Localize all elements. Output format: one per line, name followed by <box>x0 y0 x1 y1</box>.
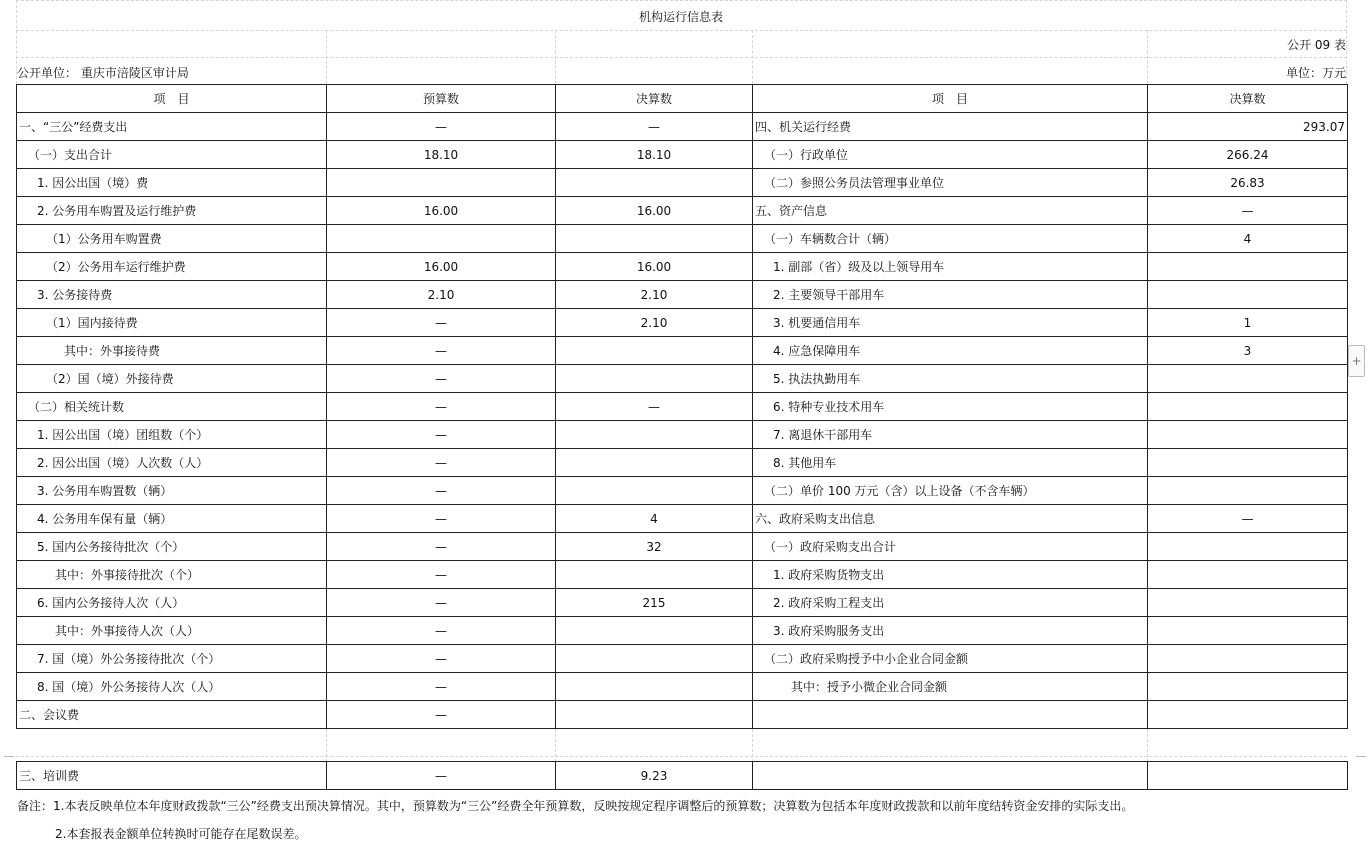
table-row <box>17 449 1348 477</box>
cell-final-2[interactable] <box>1148 449 1348 477</box>
cell-item-2[interactable]: 6. 特种专业技术用车 <box>753 393 1148 421</box>
table-row <box>17 197 1348 225</box>
cell-item[interactable]: 5. 国内公务接待批次（个） <box>17 533 327 561</box>
cell-budget[interactable] <box>327 225 556 253</box>
cell-final[interactable] <box>556 617 753 645</box>
cell-item-2[interactable]: （一）行政单位 <box>753 141 1148 169</box>
cell-budget[interactable]: — <box>327 393 556 421</box>
cell-final[interactable]: 4 <box>556 505 753 533</box>
cell-item[interactable]: （1）公务用车购置费 <box>17 225 327 253</box>
gridline <box>752 30 753 84</box>
table-row <box>17 337 1348 365</box>
cell-budget[interactable]: — <box>327 589 556 617</box>
cell-budget[interactable]: — <box>327 365 556 393</box>
reporting-unit: 公开单位： 重庆市涪陵区审计局 <box>17 66 189 80</box>
gridline <box>1147 724 1148 762</box>
cell-budget[interactable]: — <box>327 337 556 365</box>
cell-item[interactable]: 3. 公务接待费 <box>17 281 327 309</box>
cell-final-2[interactable]: 26.83 <box>1148 169 1348 197</box>
table-row <box>17 561 1348 589</box>
cell-final-2[interactable] <box>1148 477 1348 505</box>
cell-final[interactable] <box>556 673 753 701</box>
cell-final[interactable]: 2.10 <box>556 309 753 337</box>
cell-final-2[interactable]: 3 <box>1148 337 1348 365</box>
cell-budget[interactable]: — <box>327 113 556 141</box>
cell-item[interactable]: （2）国（境）外接待费 <box>17 365 327 393</box>
header-item: 项 目 <box>17 85 327 113</box>
cell-final-2[interactable] <box>1148 701 1348 729</box>
cell-item-2[interactable]: 2. 主要领导干部用车 <box>753 281 1148 309</box>
cell-budget[interactable]: — <box>327 762 556 790</box>
cell-final-2[interactable] <box>1148 253 1348 281</box>
page-break-mark <box>1356 748 1366 757</box>
cell-item-2[interactable]: 1. 政府采购货物支出 <box>753 561 1148 589</box>
cell-item-2[interactable]: 1. 副部（省）级及以上领导用车 <box>753 253 1148 281</box>
cell-final[interactable] <box>556 225 753 253</box>
cell-item[interactable]: （2）公务用车运行维护费 <box>17 253 327 281</box>
cell-final-2[interactable]: — <box>1148 197 1348 225</box>
page-break-mark <box>4 748 14 757</box>
table-row <box>17 309 1348 337</box>
cell-item[interactable]: 三、培训费 <box>17 762 327 790</box>
cell-final-2[interactable]: — <box>1148 505 1348 533</box>
cell-final-2[interactable]: 293.07 <box>1148 113 1348 141</box>
cell-item-2[interactable]: （一）政府采购支出合计 <box>753 533 1148 561</box>
cell-budget[interactable]: — <box>327 505 556 533</box>
cell-final[interactable] <box>556 421 753 449</box>
cell-item[interactable]: 7. 国（境）外公务接待批次（个） <box>17 645 327 673</box>
table-number: 公开 09 表 <box>1287 38 1346 52</box>
header-final: 决算数 <box>556 85 753 113</box>
gridline <box>1346 0 1347 84</box>
cell-item[interactable]: 1. 因公出国（境）团组数（个） <box>17 421 327 449</box>
cell-item-2[interactable]: 5. 执法执勤用车 <box>753 365 1148 393</box>
cell-final[interactable]: 18.10 <box>556 141 753 169</box>
cell-budget[interactable]: — <box>327 477 556 505</box>
cell-final-2[interactable]: 4 <box>1148 225 1348 253</box>
add-column-button[interactable]: + <box>1348 345 1365 377</box>
cell-budget[interactable]: — <box>327 421 556 449</box>
table-row <box>17 505 1348 533</box>
cell-final-2[interactable] <box>1148 617 1348 645</box>
cell-budget[interactable]: — <box>327 533 556 561</box>
cell-item[interactable]: （二）相关统计数 <box>17 393 327 421</box>
cell-final[interactable] <box>556 701 753 729</box>
gridline <box>326 724 327 762</box>
table-row <box>17 617 1348 645</box>
cell-budget[interactable]: — <box>327 309 556 337</box>
cell-item[interactable]: 1. 因公出国（境）费 <box>17 169 327 197</box>
cell-final[interactable] <box>556 561 753 589</box>
table-row <box>17 762 1348 790</box>
cell-item-2[interactable]: 五、资产信息 <box>753 197 1148 225</box>
cell-item[interactable]: 其中：外事接待批次（个） <box>17 561 327 589</box>
header-row <box>17 85 1348 113</box>
cell-item-2[interactable]: 四、机关运行经费 <box>753 113 1148 141</box>
header-item-2: 项 目 <box>753 85 1148 113</box>
cell-budget[interactable] <box>327 169 556 197</box>
note-line-1: 备注：1.本表反映单位本年度财政拨款“三公”经费支出预决算情况。其中，预算数为“三公”经费全年预算数，反映按规定程序调整后的预算数；决算数为包括本年度财政拨款和以前年度结转资金安排的实际支出。 <box>17 799 1134 813</box>
cell-item-2[interactable]: 8. 其他用车 <box>753 449 1148 477</box>
cell-item-2[interactable]: （二）政府采购授予中小企业合同金额 <box>753 645 1148 673</box>
cell-final[interactable]: 16.00 <box>556 253 753 281</box>
gridline <box>16 0 1347 1</box>
cell-final[interactable]: 215 <box>556 589 753 617</box>
cell-final-2[interactable] <box>1148 589 1348 617</box>
header-budget: 预算数 <box>327 85 556 113</box>
cell-final[interactable] <box>556 645 753 673</box>
cell-final[interactable] <box>556 169 753 197</box>
cell-final[interactable] <box>556 449 753 477</box>
cell-item-2[interactable]: （二）单价 100 万元（含）以上设备（不含车辆） <box>753 477 1148 505</box>
cell-final[interactable]: 2.10 <box>556 281 753 309</box>
cell-final-2[interactable] <box>1148 762 1348 790</box>
cell-item-2[interactable] <box>753 701 1148 729</box>
gridline <box>555 724 556 762</box>
cell-item[interactable]: 其中：外事接待费 <box>17 337 327 365</box>
cell-item[interactable]: 8. 国（境）外公务接待人次（人） <box>17 673 327 701</box>
cell-final-2[interactable] <box>1148 365 1348 393</box>
cell-budget[interactable]: — <box>327 701 556 729</box>
training-fee-table <box>16 761 1348 790</box>
currency-unit: 单位：万元 <box>1285 66 1346 80</box>
cell-item[interactable]: 一、“三公”经费支出 <box>17 113 327 141</box>
cell-final[interactable]: — <box>556 393 753 421</box>
cell-item-2[interactable]: 其中：授予小微企业合同金额 <box>753 673 1148 701</box>
table-row <box>17 701 1348 729</box>
cell-final[interactable] <box>556 365 753 393</box>
cell-final-2[interactable]: 1 <box>1148 309 1348 337</box>
table-row <box>17 533 1348 561</box>
cell-final-2[interactable] <box>1148 673 1348 701</box>
cell-item-2[interactable]: 7. 离退休干部用车 <box>753 421 1148 449</box>
cell-item-2[interactable]: （二）参照公务员法管理事业单位 <box>753 169 1148 197</box>
cell-final[interactable] <box>556 477 753 505</box>
table-row <box>17 141 1348 169</box>
table-row <box>17 281 1348 309</box>
cell-budget[interactable]: — <box>327 673 556 701</box>
table-row <box>17 421 1348 449</box>
gridline <box>326 30 327 84</box>
gridline <box>555 30 556 84</box>
cell-final[interactable] <box>556 337 753 365</box>
cell-final-2[interactable]: 266.24 <box>1148 141 1348 169</box>
gridline <box>752 724 753 762</box>
header-final-2: 决算数 <box>1148 85 1348 113</box>
cell-budget[interactable]: — <box>327 561 556 589</box>
table-row <box>17 645 1348 673</box>
cell-final-2[interactable] <box>1148 281 1348 309</box>
table-row <box>17 589 1348 617</box>
info-table <box>16 84 1348 729</box>
cell-item[interactable]: 6. 国内公务接待人次（人） <box>17 589 327 617</box>
cell-item-2[interactable]: 六、政府采购支出信息 <box>753 505 1148 533</box>
table-row <box>17 673 1348 701</box>
cell-item-2[interactable]: 3. 政府采购服务支出 <box>753 617 1148 645</box>
cell-item[interactable]: 2. 因公出国（境）人次数（人） <box>17 449 327 477</box>
cell-budget[interactable]: 16.00 <box>327 253 556 281</box>
cell-item-2[interactable]: 2. 政府采购工程支出 <box>753 589 1148 617</box>
cell-budget[interactable]: 2.10 <box>327 281 556 309</box>
cell-item-2[interactable]: 4. 应急保障用车 <box>753 337 1148 365</box>
cell-item[interactable]: （1）国内接待费 <box>17 309 327 337</box>
table-row <box>17 225 1348 253</box>
cell-item[interactable]: 2. 公务用车购置及运行维护费 <box>17 197 327 225</box>
cell-item[interactable]: 4. 公务用车保有量（辆） <box>17 505 327 533</box>
cell-item-2[interactable]: 3. 机要通信用车 <box>753 309 1148 337</box>
cell-final-2[interactable] <box>1148 393 1348 421</box>
cell-final[interactable]: 32 <box>556 533 753 561</box>
gridline <box>1147 30 1148 84</box>
cell-budget[interactable]: — <box>327 617 556 645</box>
cell-item-2[interactable] <box>753 762 1148 790</box>
cell-budget[interactable]: 18.10 <box>327 141 556 169</box>
cell-item[interactable]: 3. 公务用车购置数（辆） <box>17 477 327 505</box>
cell-final[interactable]: 16.00 <box>556 197 753 225</box>
table-row <box>17 253 1348 281</box>
table-title: 机构运行信息表 <box>638 10 723 24</box>
cell-budget[interactable]: — <box>327 449 556 477</box>
cell-budget[interactable]: — <box>327 645 556 673</box>
table-row <box>17 393 1348 421</box>
cell-final-2[interactable] <box>1148 533 1348 561</box>
cell-final-2[interactable] <box>1148 645 1348 673</box>
cell-item[interactable]: 二、会议费 <box>17 701 327 729</box>
cell-item[interactable]: 其中：外事接待人次（人） <box>17 617 327 645</box>
table-row <box>17 169 1348 197</box>
cell-final[interactable]: 9.23 <box>556 762 753 790</box>
cell-item[interactable]: （一）支出合计 <box>17 141 327 169</box>
table-row <box>17 365 1348 393</box>
cell-final-2[interactable] <box>1148 421 1348 449</box>
cell-final-2[interactable] <box>1148 561 1348 589</box>
cell-item-2[interactable]: （一）车辆数合计（辆） <box>753 225 1148 253</box>
cell-final[interactable]: — <box>556 113 753 141</box>
table-row <box>17 477 1348 505</box>
table-row <box>17 113 1348 141</box>
note-line-2: 2.本套报表金额单位转换时可能存在尾数误差。 <box>55 827 307 841</box>
cell-budget[interactable]: 16.00 <box>327 197 556 225</box>
